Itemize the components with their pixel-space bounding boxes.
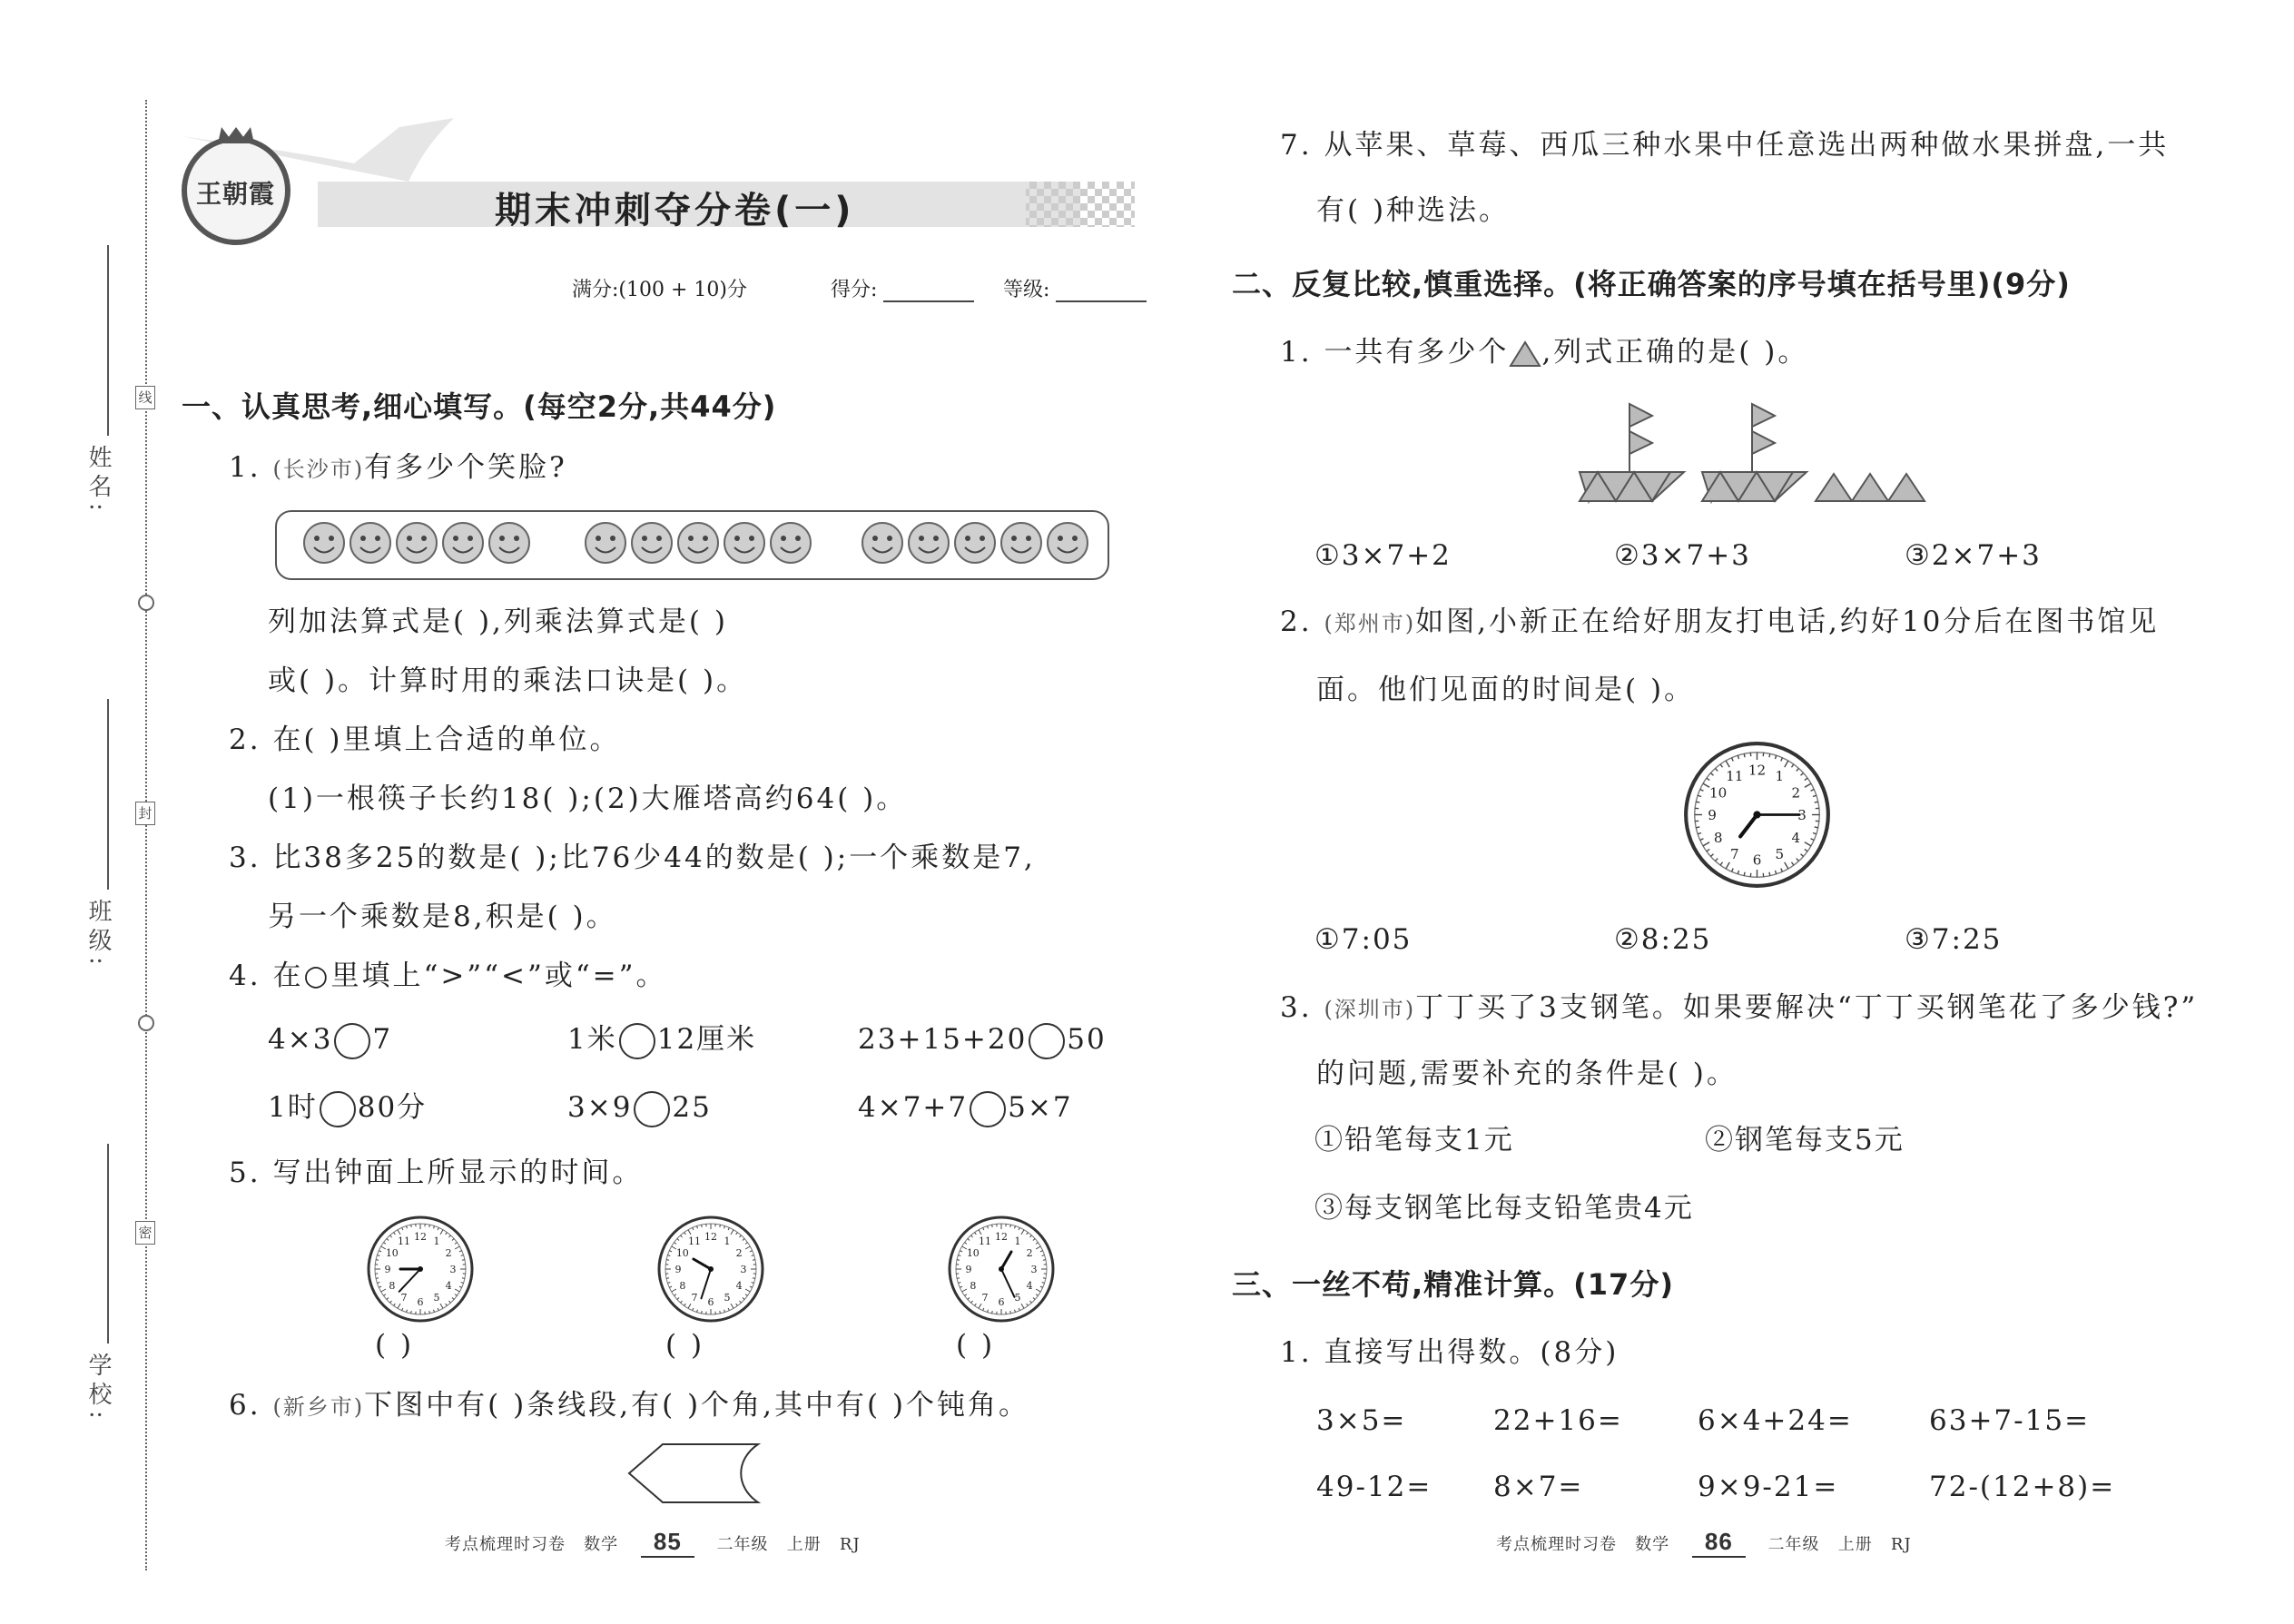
q1-text: 有多少个笑脸? <box>364 451 567 484</box>
smiley-face-icon <box>862 523 902 563</box>
s2-q2-city: (郑州市) <box>1324 611 1416 636</box>
smiley-face-icon <box>678 523 718 563</box>
svg-text:5: 5 <box>433 1292 440 1304</box>
svg-text:11: 11 <box>979 1235 991 1247</box>
grade-label: 等级: <box>1003 279 1050 301</box>
clock-icon <box>1682 740 1832 890</box>
calc-item[interactable]: 8×7= <box>1493 1471 1584 1503</box>
triangle-boats-figure <box>1575 399 1938 508</box>
q4-text: 在○里填上“>”“<”或“=”。 <box>272 960 667 992</box>
footer-term: 上册 <box>1837 1535 1873 1554</box>
q7-text: 从苹果、草莓、西瓜三种水果中任意选出两种做水果拼盘,一共 <box>1324 129 2170 162</box>
s2-q2-option[interactable]: ③7:25 <box>1905 923 2003 956</box>
s2-q3-option[interactable]: ②钢笔每支5元 <box>1705 1124 1905 1156</box>
footer-term: 上册 <box>786 1535 822 1554</box>
smiley-face-icon <box>771 523 811 563</box>
svg-text:6: 6 <box>1752 851 1762 869</box>
compare-left: 4×3 <box>268 1023 333 1056</box>
compare-right: 80分 <box>357 1091 428 1124</box>
s2-q1-line <box>1280 334 1808 370</box>
footer-left <box>445 1528 861 1558</box>
q4-line <box>229 958 667 994</box>
section3-title: 三、一丝不苟,精准计算。(17分) <box>1232 1267 1674 1302</box>
q3-line1 <box>229 840 1036 876</box>
calc-item[interactable]: 9×9-21= <box>1698 1471 1839 1503</box>
q3-text: 比38多25的数是( );比76少44的数是( );一个乘数是7, <box>272 842 1036 874</box>
svg-text:9: 9 <box>965 1264 972 1275</box>
s2-q3-text: 丁丁买了3支钢笔。如果要解决“丁丁买钢笔花了多少钱?” <box>1415 991 2199 1024</box>
compare-item <box>268 1021 392 1059</box>
q5-number: 5. <box>229 1156 261 1189</box>
svg-text:8: 8 <box>679 1280 686 1292</box>
compare-circle-input[interactable] <box>1029 1023 1065 1059</box>
svg-text:1: 1 <box>1014 1235 1021 1247</box>
svg-text:4: 4 <box>1026 1280 1033 1292</box>
smiley-face-icon <box>955 523 995 563</box>
smiley-faces <box>275 510 1106 576</box>
school-field[interactable] <box>107 1144 109 1343</box>
compare-circle-input[interactable] <box>320 1091 356 1127</box>
s2-q1-text-b: ,列式正确的是( )。 <box>1541 336 1809 369</box>
footer-grade: 二年级 <box>716 1535 769 1554</box>
svg-text:10: 10 <box>385 1247 399 1259</box>
q7-line2: 有( )种选法。 <box>1316 194 1511 227</box>
class-field[interactable] <box>107 699 109 890</box>
q2-number: 2. <box>229 723 261 756</box>
binding-hole-icon <box>138 1015 154 1031</box>
svg-text:9: 9 <box>384 1264 391 1275</box>
compare-left: 1时 <box>268 1091 318 1124</box>
full-score: 满分:(100 + 10)分 <box>572 279 747 301</box>
footer-edition: RJ <box>839 1535 861 1554</box>
page-number: 86 <box>1692 1528 1746 1558</box>
svg-text:9: 9 <box>674 1264 682 1275</box>
q3-line2: 另一个乘数是8,积是( )。 <box>268 901 617 933</box>
calc-item[interactable]: 22+16= <box>1493 1404 1623 1437</box>
svg-text:3: 3 <box>1797 807 1807 823</box>
footer-series: 考点梳理时习卷 <box>1496 1535 1617 1554</box>
compare-circle-input[interactable] <box>970 1091 1006 1127</box>
q7-line1 <box>1280 127 2169 163</box>
logo-badge <box>182 136 290 245</box>
s3-q1-line <box>1280 1334 1619 1371</box>
triangle-icon <box>1509 340 1541 368</box>
s2-q1-option[interactable]: ②3×7+3 <box>1614 539 1751 572</box>
svg-text:5: 5 <box>1014 1292 1021 1304</box>
svg-text:10: 10 <box>675 1247 689 1259</box>
svg-text:11: 11 <box>688 1235 701 1247</box>
score-label: 得分: <box>831 279 878 301</box>
q2-text: 在( )里填上合适的单位。 <box>272 723 621 756</box>
compare-item <box>268 1089 427 1127</box>
name-label: 姓名: <box>84 445 112 517</box>
svg-text:5: 5 <box>724 1292 731 1304</box>
compare-left: 3×9 <box>567 1091 633 1124</box>
q6-number: 6. <box>229 1389 261 1422</box>
q6-line <box>229 1387 1029 1425</box>
compare-right: 5×7 <box>1008 1091 1073 1124</box>
svg-text:2: 2 <box>735 1247 743 1259</box>
smiley-face-icon <box>350 523 390 563</box>
s2-q1-option[interactable]: ③2×7+3 <box>1905 539 2042 572</box>
binding-dotted-line <box>145 100 147 1570</box>
s2-q3-option[interactable]: ③每支钢笔比每支铅笔贵4元 <box>1314 1192 1694 1225</box>
calc-item[interactable]: 72-(12+8)= <box>1929 1471 2116 1503</box>
smiley-face-icon <box>304 523 344 563</box>
q3-number: 3. <box>229 842 261 874</box>
compare-left: 4×7+7 <box>858 1091 969 1124</box>
score-row <box>572 274 747 302</box>
svg-text:3: 3 <box>1030 1264 1038 1275</box>
svg-text:7: 7 <box>400 1292 408 1304</box>
svg-text:9: 9 <box>1708 807 1717 823</box>
svg-text:3: 3 <box>740 1264 747 1275</box>
seal-close-mark: 密 <box>135 1221 155 1245</box>
compare-right: 50 <box>1067 1023 1107 1056</box>
s2-q2-line1 <box>1280 604 2159 642</box>
compare-left: 23+15+20 <box>858 1023 1028 1056</box>
svg-text:4: 4 <box>445 1280 452 1292</box>
svg-text:11: 11 <box>398 1235 410 1247</box>
svg-text:8: 8 <box>389 1280 396 1292</box>
page-number: 85 <box>641 1528 694 1558</box>
footer-grade: 二年级 <box>1767 1535 1820 1554</box>
logo-text: 王朝霞 <box>196 179 276 209</box>
footer-edition: RJ <box>1890 1535 1912 1554</box>
s2-q1-number: 1. <box>1280 336 1313 369</box>
q1-city: (长沙市) <box>272 457 365 482</box>
s2-q3-line2: 的问题,需要补充的条件是( )。 <box>1316 1058 1738 1090</box>
clock-answer-blank[interactable]: ( ) <box>956 1329 996 1362</box>
section2-title: 二、反复比较,慎重选择。(将正确答案的序号填在括号里)(9分) <box>1232 267 2071 301</box>
svg-text:3: 3 <box>449 1264 457 1275</box>
q2-answer-line: (1)一根筷子长约18( );(2)大雁塔高约64( )。 <box>268 782 908 815</box>
s2-q2-number: 2. <box>1280 605 1313 638</box>
school-label: 学校: <box>84 1353 112 1424</box>
svg-text:6: 6 <box>707 1296 714 1308</box>
s2-q3-city: (深圳市) <box>1324 997 1416 1022</box>
svg-text:5: 5 <box>1775 845 1785 862</box>
binding-hole-icon <box>138 595 154 611</box>
s2-q2-line2: 面。他们见面的时间是( )。 <box>1316 674 1696 706</box>
svg-text:6: 6 <box>998 1296 1005 1308</box>
svg-text:2: 2 <box>1791 784 1801 802</box>
compare-item <box>858 1089 1073 1127</box>
s2-q3-option[interactable]: ①铅笔每支1元 <box>1314 1124 1514 1156</box>
compare-right: 12厘米 <box>656 1023 757 1056</box>
q2-line <box>229 722 620 758</box>
page-title: 期末冲刺夺分卷(一) <box>495 190 855 231</box>
svg-text:12: 12 <box>1748 762 1767 779</box>
s3-q1-number: 1. <box>1280 1336 1313 1369</box>
smiley-face-icon <box>1001 523 1041 563</box>
smiley-face-icon <box>909 523 949 563</box>
s2-q1-text-a: 一共有多少个 <box>1324 336 1510 369</box>
compare-circle-input[interactable] <box>619 1023 655 1059</box>
svg-text:10: 10 <box>966 1247 980 1259</box>
svg-text:12: 12 <box>995 1231 1008 1243</box>
footer-subject: 数学 <box>584 1535 619 1554</box>
svg-text:4: 4 <box>1791 829 1801 846</box>
s3-q1-text: 直接写出得数。(8分) <box>1324 1336 1620 1369</box>
svg-text:7: 7 <box>1729 845 1739 862</box>
arrow-shape-figure <box>626 1442 763 1505</box>
svg-text:1: 1 <box>1775 768 1785 785</box>
svg-text:12: 12 <box>414 1231 427 1243</box>
svg-text:2: 2 <box>445 1247 452 1259</box>
s2-q3-number: 3. <box>1280 991 1313 1024</box>
smiley-face-icon <box>586 523 625 563</box>
calc-item[interactable]: 49-12= <box>1316 1471 1433 1503</box>
svg-text:1: 1 <box>433 1235 440 1247</box>
compare-item <box>567 1089 712 1127</box>
calc-item[interactable]: 6×4+24= <box>1698 1404 1853 1437</box>
q6-text: 下图中有( )条线段,有( )个角,其中有( )个钝角。 <box>364 1389 1030 1422</box>
seal-line-mark: 线 <box>135 386 155 409</box>
svg-text:12: 12 <box>704 1231 717 1243</box>
svg-text:11: 11 <box>1726 768 1744 785</box>
compare-circle-input[interactable] <box>634 1091 670 1127</box>
smiley-face-icon <box>397 523 437 563</box>
svg-text:7: 7 <box>981 1292 989 1304</box>
grade-field-row <box>1003 274 1147 302</box>
s2-q1-option[interactable]: ①3×7+2 <box>1314 539 1452 572</box>
clock-icon <box>656 1215 765 1324</box>
compare-right: 7 <box>372 1023 393 1056</box>
clock-answer-blank[interactable]: ( ) <box>665 1329 705 1362</box>
score-field-row <box>831 274 974 302</box>
s2-q2-text: 如图,小新正在给好朋友打电话,约好10分后在图书馆见 <box>1415 605 2160 638</box>
compare-left: 1米 <box>567 1023 617 1056</box>
q1-number: 1. <box>229 451 261 484</box>
s2-q3-line1 <box>1280 989 2198 1028</box>
section1-title: 一、认真思考,细心填写。(每空2分,共44分) <box>182 389 777 424</box>
svg-text:6: 6 <box>417 1296 424 1308</box>
s2-q2-option[interactable]: ②8:25 <box>1614 923 1712 956</box>
svg-text:7: 7 <box>691 1292 698 1304</box>
footer-series: 考点梳理时习卷 <box>445 1535 566 1554</box>
smiley-face-icon <box>443 523 483 563</box>
svg-text:2: 2 <box>1026 1247 1033 1259</box>
compare-item <box>567 1021 756 1059</box>
q4-number: 4. <box>229 960 261 992</box>
q5-line <box>229 1155 643 1191</box>
svg-text:8: 8 <box>970 1280 977 1292</box>
q7-number: 7. <box>1280 129 1313 162</box>
score-input[interactable] <box>883 281 974 302</box>
smiley-face-icon <box>724 523 764 563</box>
seal-seal-mark: 封 <box>135 802 155 825</box>
smiley-face-icon <box>1048 523 1088 563</box>
compare-item <box>858 1021 1107 1059</box>
q1-answer-line2: 或( )。计算时用的乘法口诀是( )。 <box>268 664 748 697</box>
class-label: 班级: <box>84 899 112 970</box>
q6-city: (新乡市) <box>272 1394 365 1420</box>
s2-q2-option[interactable]: ①7:05 <box>1314 923 1413 956</box>
svg-text:1: 1 <box>724 1235 731 1247</box>
svg-text:10: 10 <box>1709 784 1728 802</box>
name-field[interactable] <box>107 245 109 436</box>
smiley-face-icon <box>632 523 672 563</box>
grade-input[interactable] <box>1056 281 1147 302</box>
compare-circle-input[interactable] <box>334 1023 370 1059</box>
footer-subject: 数学 <box>1635 1535 1670 1554</box>
calc-item[interactable]: 3×5= <box>1316 1404 1407 1437</box>
clock-answer-blank[interactable]: ( ) <box>375 1329 415 1362</box>
calc-item[interactable]: 63+7-15= <box>1929 1404 2091 1437</box>
q1-answer-line1: 列加法算式是( ),列乘法算式是( ) <box>268 605 728 638</box>
svg-text:8: 8 <box>1713 829 1723 846</box>
svg-text:4: 4 <box>735 1280 743 1292</box>
compare-right: 25 <box>672 1091 712 1124</box>
clock-icon <box>947 1215 1056 1324</box>
q5-text: 写出钟面上所显示的时间。 <box>272 1156 644 1189</box>
footer-right <box>1496 1528 1912 1558</box>
q1-line <box>229 449 567 487</box>
clock-icon <box>366 1215 475 1324</box>
smiley-face-icon <box>489 523 529 563</box>
